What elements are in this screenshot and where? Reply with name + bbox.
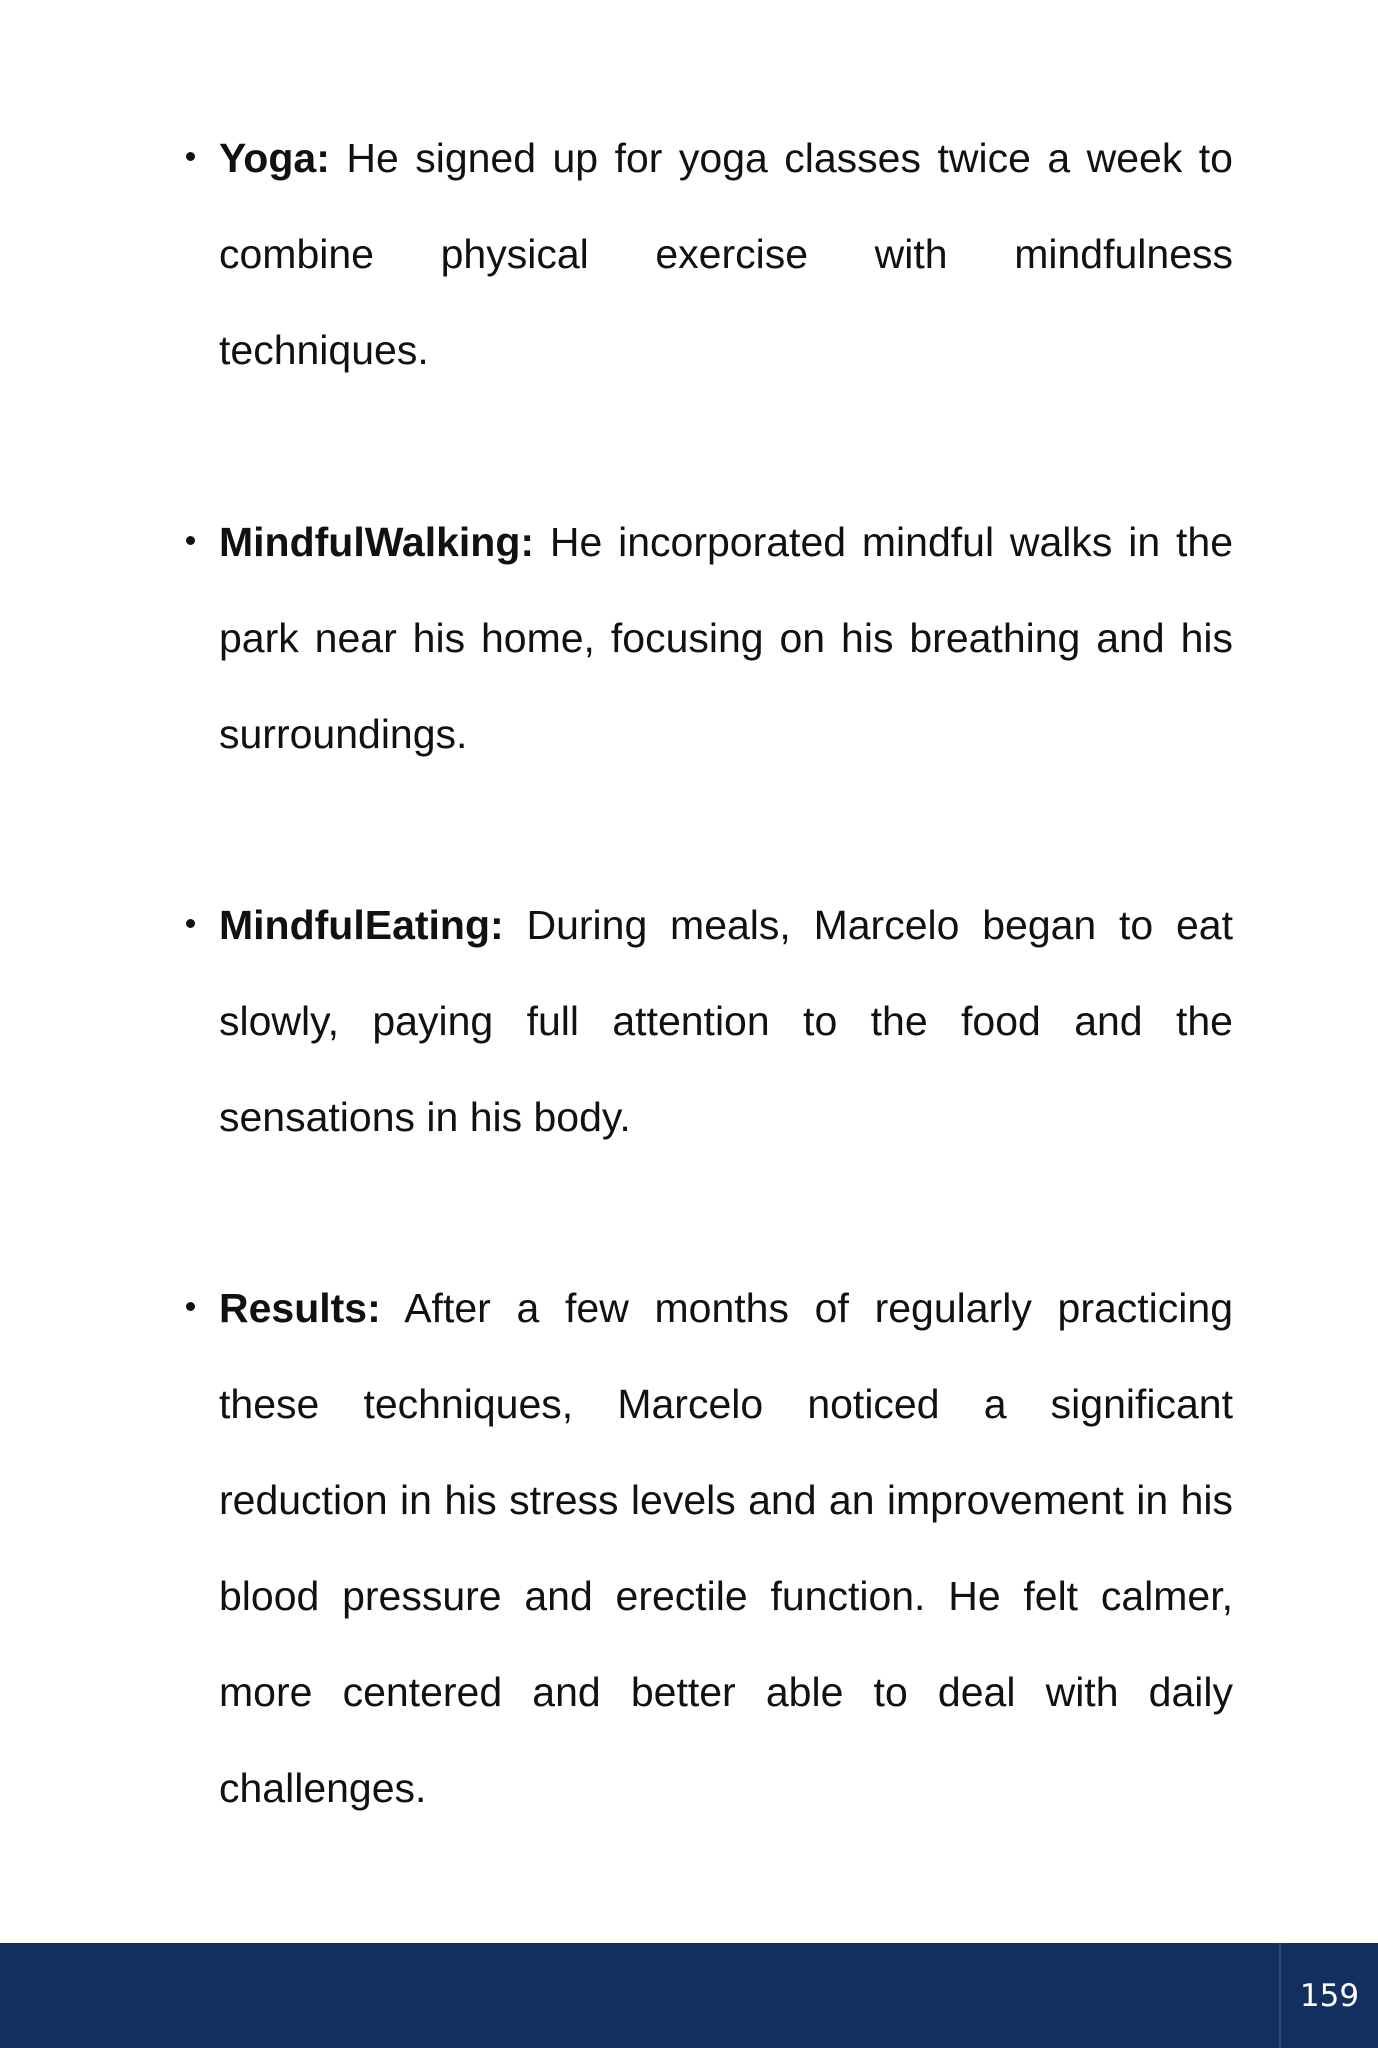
item-label: MindfulEating:	[219, 902, 504, 948]
item-text: He signed up for yoga classes twice a week to combine physical exercise with mindfulness techniques.	[219, 135, 1233, 373]
item-text: During meals, Marcelo began to eat slowly, paying full attention to the food and the sensations in his body.	[219, 902, 1233, 1140]
list-item-yoga	[219, 110, 1233, 398]
page-number: 159	[1299, 1977, 1360, 2014]
page-number-box	[1279, 1943, 1378, 2048]
list-item-mindful-eating	[219, 877, 1233, 1165]
bullet-icon	[186, 536, 195, 545]
list-item-mindful-walking	[219, 494, 1233, 782]
bullet-icon	[186, 152, 195, 161]
bullet-icon	[186, 1302, 195, 1311]
bullet-icon	[186, 919, 195, 928]
item-text: He incorporated mindful walks in the park near his home, focusing on his breathing and his surroundings.	[219, 519, 1233, 757]
list-item-results	[219, 1260, 1233, 1836]
item-label: Results:	[219, 1285, 381, 1331]
item-label: Yoga:	[219, 135, 330, 181]
footer-bar	[0, 1943, 1378, 2048]
item-text: After a few months of regularly practicing these techniques, Marcelo noticed a significant reduction in his stress levels and an improvement in his blood pressure and erectile function. He felt calmer, more centered and better able to deal with daily challenges.	[219, 1285, 1233, 1811]
item-label: MindfulWalking:	[219, 519, 535, 565]
